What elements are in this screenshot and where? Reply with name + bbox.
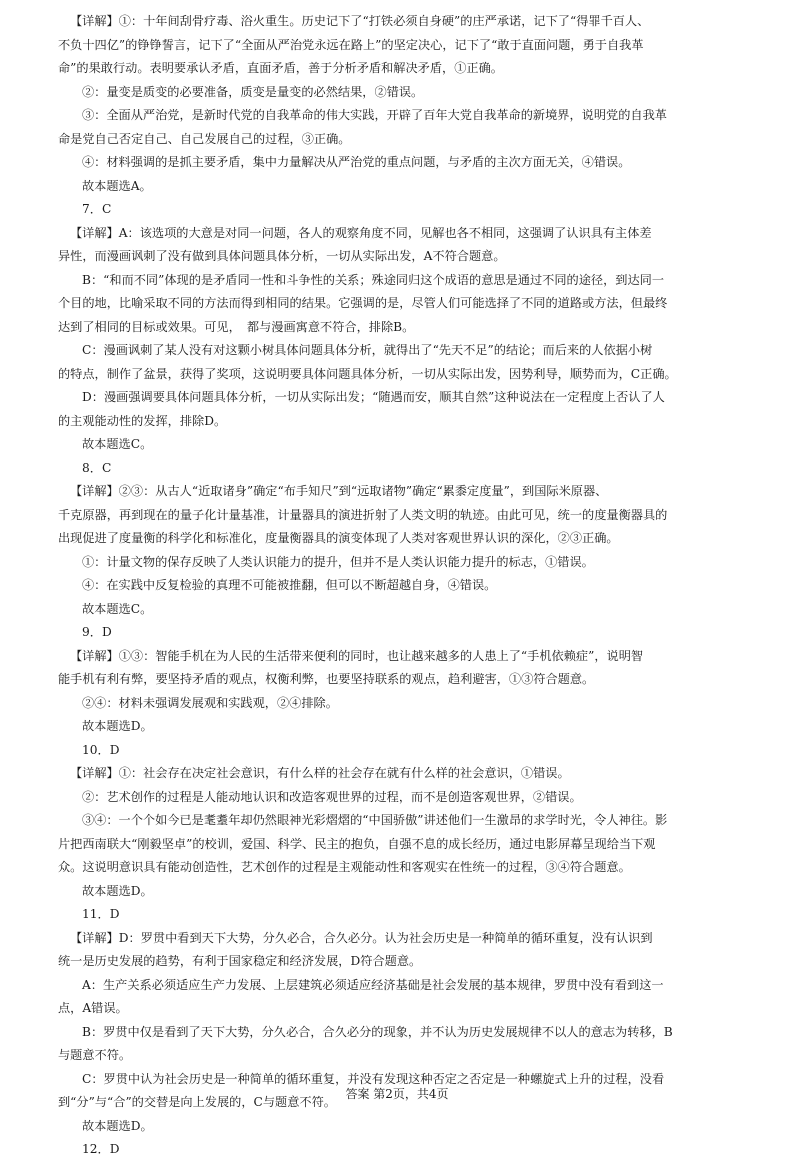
question-number: 9．D xyxy=(82,625,112,639)
text-line: ③④：一个个如今已是耄耋年却仍然眼神光彩熠熠的“中国骄傲”讲述他们一生激昂的求学时光，令人神往。影 xyxy=(82,813,668,827)
question-number: 7．C xyxy=(82,202,112,216)
text-line: 故本题选A。 xyxy=(82,178,152,193)
text-line: ④：材料强调的是抓主要矛盾，集中力量解决从严治党的重点问题，与矛盾的主次方面无关，④错误。 xyxy=(82,155,631,169)
text-line: 故本题选D。 xyxy=(82,719,153,733)
text-line: 【详解】②③：从古人“近取诸身”确定“布手知尺”到“远取诸物”确定“累黍定度量”，到国际米原器、 xyxy=(70,484,608,498)
question-number: 8．C xyxy=(82,460,112,475)
text-line: ②：量变是质变的必要准备，质变是量变的必然结果，②错误。 xyxy=(82,84,424,99)
text-line: 【详解】①：社会存在决定社会意识，有什么样的社会存在就有什么样的社会意识，①错误。 xyxy=(70,766,570,780)
text-line: 命是党自己否定自己、自己发展自己的过程，③正确。 xyxy=(58,131,351,146)
text-line: 故本题选D。 xyxy=(82,883,153,898)
text-line: 个目的地，比喻采取不同的方法而得到相同的结果。它强调的是，尽管人们可能选择了不同的道路或方法，但最终 xyxy=(58,296,668,310)
text-line: ①：计量文物的保存反映了人类认识能力的提升，但并不是人类认识能力提升的标志，①错误。 xyxy=(82,554,594,569)
question-number: 12．D xyxy=(82,1142,120,1156)
text-line: 统一是历史发展的趋势，有利于国家稳定和经济发展，D符合题意。 xyxy=(58,954,422,968)
text-line: 【详解】①③：智能手机在为人民的生活带来便利的同时，也让越来越多的人患上了“手机依赖症”，说明智 xyxy=(70,648,644,663)
text-line: 故本题选C。 xyxy=(82,601,153,616)
text-line: D：漫画强调要具体问题具体分析，一切从实际出发；“随遇而安，顺其自然”这种说法在一定程度上否认了人 xyxy=(82,390,665,404)
text-line: 故本题选D。 xyxy=(82,1118,153,1133)
text-line: 故本题选C。 xyxy=(82,437,153,451)
text-line: 与题意不符。 xyxy=(58,1048,132,1062)
text-line: ③：全面从严治党，是新时代党的自我革命的伟大实践，开辟了百年大党自我革命的新境界，说明党的自我革 xyxy=(82,108,667,122)
text-line: C：罗贯中认为社会历史是一种简单的循环重复，并没有发现这种否定之否定是一种螺旋式上升的过程，没看 xyxy=(82,1071,665,1086)
text-line: 【详解】D：罗贯中看到天下大势，分久必合，合久必分。认为社会历史是一种简单的循环重复，没有认识到 xyxy=(70,930,653,945)
text-line: 不负十四亿”的铮铮誓言，记下了“全面从严治党永远在路上”的坚定决心，记下了“敢于直面问题，勇于自我革 xyxy=(58,37,644,52)
text-line: 【详解】A：该选项的大意是对同一问题，各人的观察角度不同，见解也各不相同，这强调了认识具有主体差 xyxy=(70,225,652,240)
answer-body xyxy=(58,10,774,1162)
text-line: 千克原器，再到现在的量子化计量基准，计量器具的演进折射了人类文明的轨迹。由此可见，统一的度量衡器具的 xyxy=(58,507,668,522)
text-line: A：生产关系必须适应生产力发展、上层建筑必须适应经济基础是社会发展的基本规律，罗贯中没有看到这一 xyxy=(82,977,664,992)
page-footer: 答案 第2页，共4页 xyxy=(345,1087,449,1101)
text-line: ④：在实践中反复检验的真理不可能被推翻，但可以不断超越自身，④错误。 xyxy=(82,578,497,592)
text-line: 命”的果敢行动。表明要承认矛盾，直面矛盾，善于分析矛盾和解决矛盾，①正确。 xyxy=(58,61,503,75)
text-line: ②：艺术创作的过程是人能动地认识和改造客观世界的过程，而不是创造客观世界，②错误。 xyxy=(82,789,582,804)
text-line: 能手机有利有弊，要坚持矛盾的观点，权衡利弊，也要坚持联系的观点，趋利避害，①③符合题意。 xyxy=(58,672,595,686)
text-line: 点，A错误。 xyxy=(58,1001,128,1015)
text-line: 众。这说明意识具有能动创造性，艺术创作的过程是主观能动性和客观实在性统一的过程，③④符合题意。 xyxy=(58,860,631,874)
text-line: 的特点，制作了盆景，获得了奖项，这说明要具体问题具体分析，一切从实际出发，因势利导，顺势而为，C正确。 xyxy=(58,366,677,381)
text-line: 到“分”与“合”的交替是向上发展的，C与题意不符。 xyxy=(58,1095,336,1109)
text-line: 出现促进了度量衡的科学化和标准化，度量衡器具的演变体现了人类对客观世界认识的深化，②③正确。 xyxy=(58,531,619,545)
text-line: C：漫画讽刺了某人没有对这颗小树具体问题具体分析，就得出了“先天不足”的结论；而后来的人依据小树 xyxy=(82,343,653,357)
text-line: B：罗贯中仅是看到了天下大势，分久必合，合久必分的现象，并不认为历史发展规律不以人的意志为转移，B xyxy=(82,1024,673,1039)
text-line: B：“和而不同”体现的是矛盾同一性和斗争性的关系；殊途同归这个成语的意思是通过不同的途径，到达同一 xyxy=(82,272,665,287)
text-line: 【详解】①：十年间刮骨疗毒、浴火重生。历史记下了“打铁必须自身硬”的庄严承诺，记下了“得罪千百人、 xyxy=(70,14,650,28)
text-line: ②④：材料未强调发展观和实践观，②④排除。 xyxy=(82,695,338,710)
text-line: 片把西南联大“刚毅坚卓”的校训，爱国、科学、民主的抱负，自强不息的成长经历，通过电影屏幕呈现给当下观 xyxy=(58,836,656,851)
text-line: 的主观能动性的发挥，排除D。 xyxy=(58,413,227,428)
text-line: 异性，而漫画讽刺了没有做到具体问题具体分析，一切从实际出发，A不符合题意。 xyxy=(58,249,506,263)
question-number: 10．D xyxy=(82,742,120,757)
question-number: 11．D xyxy=(82,907,120,921)
text-line: 达到了相同的目标或效果。可见， 都与漫画寓意不符合，排除B。 xyxy=(58,319,415,334)
